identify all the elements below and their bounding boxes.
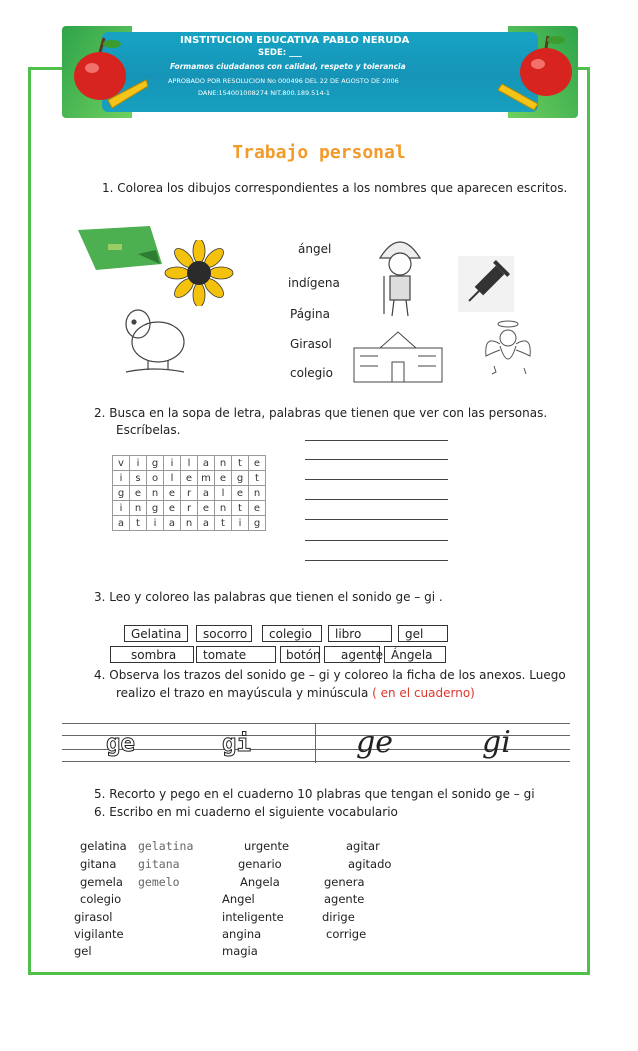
school-dane: DANE:154001008274 NIT.800.189.514-1 bbox=[198, 89, 331, 97]
word-search-cell[interactable]: e bbox=[130, 486, 147, 501]
word-search-cell[interactable]: n bbox=[181, 516, 198, 531]
vocab-word: Angela bbox=[240, 875, 280, 889]
word-search-cell[interactable]: i bbox=[147, 516, 164, 531]
vocab-word: vigilante bbox=[74, 927, 124, 941]
sunflower-icon bbox=[164, 240, 234, 306]
vocab-word: girasol bbox=[74, 910, 113, 924]
word-search-cell[interactable]: n bbox=[215, 501, 232, 516]
vocab-word: agitar bbox=[346, 839, 380, 853]
vocab-trace-word: gelatina bbox=[138, 839, 194, 853]
answer-line[interactable] bbox=[305, 459, 448, 460]
word-search-cell[interactable]: a bbox=[198, 516, 215, 531]
word-search-cell[interactable]: n bbox=[215, 456, 232, 471]
word-search-cell[interactable]: l bbox=[215, 486, 232, 501]
word-search-cell[interactable]: n bbox=[147, 486, 164, 501]
syringe-icon bbox=[458, 256, 514, 312]
word-box[interactable]: Ángela bbox=[384, 646, 446, 663]
word-box[interactable]: socorro bbox=[196, 625, 252, 642]
word-search-cell[interactable]: i bbox=[113, 471, 130, 486]
word-search-cell[interactable]: t bbox=[232, 501, 249, 516]
word-search-cell[interactable]: g bbox=[113, 486, 130, 501]
word-search-cell[interactable]: m bbox=[198, 471, 215, 486]
word-box[interactable]: botón bbox=[280, 646, 320, 663]
trace-ge[interactable]: ge bbox=[106, 729, 135, 757]
word-search-cell[interactable]: v bbox=[113, 456, 130, 471]
word-search-cell[interactable]: g bbox=[147, 501, 164, 516]
vocab-word: gel bbox=[74, 944, 92, 958]
word-search-cell[interactable]: l bbox=[181, 456, 198, 471]
answer-line[interactable] bbox=[305, 479, 448, 480]
answer-line[interactable] bbox=[305, 519, 448, 520]
vocab-word: gitana bbox=[80, 857, 117, 871]
word-box[interactable]: tomate bbox=[196, 646, 276, 663]
word-box[interactable]: sombra bbox=[110, 646, 194, 663]
word-search-row bbox=[113, 501, 266, 516]
vocab-word: angina bbox=[222, 927, 262, 941]
word-search-cell[interactable]: g bbox=[249, 516, 266, 531]
apple-pencil-icon bbox=[498, 30, 578, 114]
word-box[interactable]: colegio bbox=[262, 625, 322, 642]
vocab-word: agente bbox=[324, 892, 365, 906]
word-search-cell[interactable]: a bbox=[164, 516, 181, 531]
word-search-cell[interactable]: g bbox=[147, 456, 164, 471]
answer-line[interactable] bbox=[305, 440, 448, 441]
answer-line[interactable] bbox=[305, 540, 448, 541]
word-search-cell[interactable]: e bbox=[164, 486, 181, 501]
sheep-drawing-icon bbox=[114, 298, 194, 378]
q2-instruction: 2. Busca en la sopa de letra, palabras que tienen que ver con las personas. bbox=[94, 406, 548, 420]
word-search-row bbox=[113, 516, 266, 531]
word-search-cell[interactable]: i bbox=[113, 501, 130, 516]
word-search-cell[interactable]: a bbox=[198, 456, 215, 471]
school-banner bbox=[62, 26, 578, 118]
word-search-cell[interactable]: i bbox=[232, 516, 249, 531]
word-search-cell[interactable]: l bbox=[164, 471, 181, 486]
q3-instruction: 3. Leo y coloreo las palabras que tienen el sonido ge – gi . bbox=[94, 590, 443, 604]
q1-word: Página bbox=[290, 307, 330, 321]
word-search-cell[interactable]: g bbox=[232, 471, 249, 486]
school-resolution: APROBADO POR RESOLUCION No 000496 DEL 22 DE AGOSTO DE 2006 bbox=[168, 77, 399, 85]
school-name: INSTITUCION EDUCATIVA PABLO NERUDA bbox=[180, 35, 410, 46]
vocab-word: inteligente bbox=[222, 910, 284, 924]
answer-line[interactable] bbox=[305, 499, 448, 500]
word-search-cell[interactable]: a bbox=[113, 516, 130, 531]
vocab-word: colegio bbox=[80, 892, 122, 906]
handwriting-guide bbox=[62, 723, 570, 763]
q1-word: colegio bbox=[290, 366, 333, 380]
word-search-cell[interactable]: t bbox=[232, 456, 249, 471]
trace-gi[interactable]: gi bbox=[222, 729, 251, 757]
vocab-trace-word: gemelo bbox=[138, 875, 180, 889]
vocab-word: gelatina bbox=[80, 839, 127, 853]
word-search-cell[interactable]: e bbox=[232, 486, 249, 501]
script-ge: ge bbox=[356, 725, 393, 760]
vocab-word: gemela bbox=[80, 875, 123, 889]
word-box[interactable]: gel bbox=[398, 625, 448, 642]
word-search-row bbox=[113, 486, 266, 501]
vocab-word: agitado bbox=[348, 857, 392, 871]
q4-instruction-text: realizo el trazo en mayúscula y minúscula bbox=[116, 686, 373, 700]
answer-line[interactable] bbox=[305, 560, 448, 561]
school-building-icon bbox=[350, 326, 446, 386]
word-search-row bbox=[113, 456, 266, 471]
indigenous-figure-icon bbox=[370, 232, 430, 320]
vocab-word: magia bbox=[222, 944, 258, 958]
word-box[interactable]: libro bbox=[328, 625, 392, 642]
q1-instruction: 1. Colorea los dibujos correspondientes a los nombres que aparecen escritos. bbox=[102, 181, 568, 195]
word-search-cell[interactable]: t bbox=[130, 516, 147, 531]
q2-instruction-cont: Escríbelas. bbox=[116, 423, 181, 437]
word-search-cell[interactable]: a bbox=[198, 486, 215, 501]
word-search-cell[interactable]: n bbox=[130, 501, 147, 516]
word-box[interactable]: Gelatina bbox=[124, 625, 188, 642]
word-box[interactable]: agente bbox=[324, 646, 380, 663]
q6-instruction: 6. Escribo en mi cuaderno el siguiente vocabulario bbox=[94, 805, 398, 819]
word-search-grid bbox=[112, 455, 266, 531]
word-search-cell[interactable]: n bbox=[249, 486, 266, 501]
vocab-word: genario bbox=[238, 857, 282, 871]
school-sede: SEDE: ___ bbox=[258, 48, 302, 58]
word-search-cell[interactable]: e bbox=[215, 471, 232, 486]
word-search-cell[interactable]: o bbox=[147, 471, 164, 486]
q5-instruction: 5. Recorto y pego en el cuaderno 10 plabras que tengan el sonido ge – gi bbox=[94, 787, 535, 801]
q1-word: ángel bbox=[298, 242, 332, 256]
word-search-cell[interactable]: i bbox=[164, 456, 181, 471]
vocab-word: Angel bbox=[222, 892, 255, 906]
vocab-word: dirige bbox=[322, 910, 355, 924]
vocab-word: urgente bbox=[244, 839, 290, 853]
word-search-cell[interactable]: i bbox=[130, 456, 147, 471]
word-search-cell[interactable]: r bbox=[181, 486, 198, 501]
word-search-cell[interactable]: e bbox=[249, 501, 266, 516]
vocab-word: genera bbox=[324, 875, 365, 889]
word-search-cell[interactable]: e bbox=[198, 501, 215, 516]
vocab-word: corrige bbox=[326, 927, 367, 941]
apple-pencil-icon bbox=[68, 30, 148, 114]
page-title: Trabajo personal bbox=[232, 142, 406, 163]
word-search-cell[interactable]: s bbox=[130, 471, 147, 486]
page-drawing-icon bbox=[76, 224, 166, 274]
word-search-row bbox=[113, 471, 266, 486]
word-search-cell[interactable]: e bbox=[249, 456, 266, 471]
word-search-cell[interactable]: e bbox=[164, 501, 181, 516]
q4-instruction-cont bbox=[116, 686, 475, 700]
q1-word: indígena bbox=[288, 276, 340, 290]
school-motto: Formamos ciudadanos con calidad, respeto y tolerancia bbox=[170, 62, 406, 71]
q4-instruction: 4. Observa los trazos del sonido ge – gi y coloreo la ficha de los anexos. Luego bbox=[94, 668, 566, 682]
word-search-cell[interactable]: t bbox=[215, 516, 232, 531]
word-search-cell[interactable]: e bbox=[181, 471, 198, 486]
q1-word: Girasol bbox=[290, 337, 332, 351]
angel-drawing-icon bbox=[480, 316, 536, 380]
word-search-cell[interactable]: t bbox=[249, 471, 266, 486]
script-gi: gi bbox=[482, 725, 511, 760]
q4-note: ( en el cuaderno) bbox=[372, 686, 475, 700]
word-search-cell[interactable]: r bbox=[181, 501, 198, 516]
vocab-trace-word: gitana bbox=[138, 857, 180, 871]
